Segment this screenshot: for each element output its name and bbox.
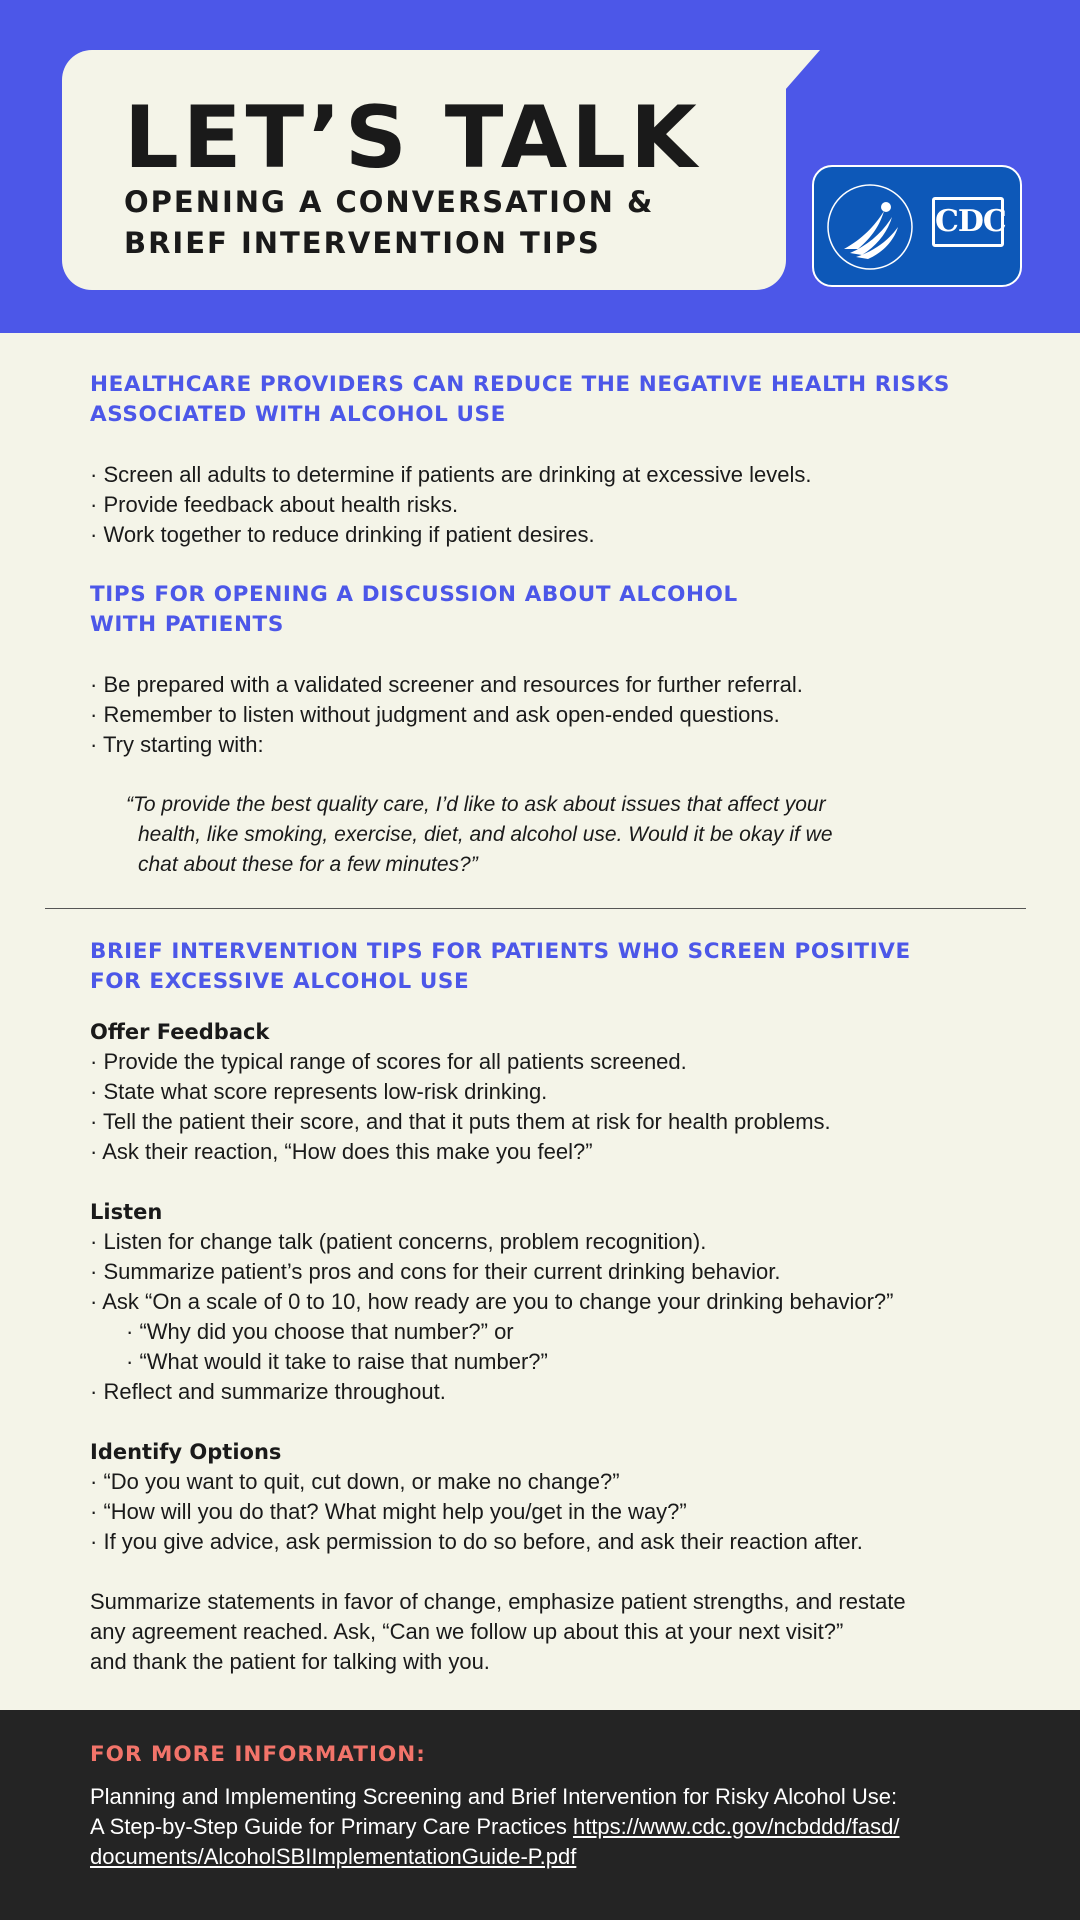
list-item: · “Why did you choose that number?” or <box>126 1317 1010 1347</box>
hhs-cdc-logo <box>812 165 1022 287</box>
subsection-title: Listen <box>90 1200 163 1224</box>
quote-line: health, like smoking, exercise, diet, and alcohol use. Would it be okay if we <box>138 823 833 846</box>
footer-line <box>90 1842 1040 1872</box>
bullet-list <box>90 1377 1010 1407</box>
list-item: · Remember to listen without judgment and ask open-ended questions. <box>90 700 1010 730</box>
footer-line: Planning and Implementing Screening and Brief Intervention for Risky Alcohol Use: <box>90 1784 898 1809</box>
cdc-logo-text: CDC <box>932 197 1004 247</box>
heading-line: TIPS FOR OPENING A DISCUSSION ABOUT ALCOHOL <box>90 582 738 607</box>
section-heading <box>90 580 1010 640</box>
footer-text-part: A Step-by-Step Guide for Primary Care Practices <box>90 1814 573 1839</box>
bullet-list <box>90 1467 1010 1557</box>
heading-line: ASSOCIATED WITH ALCOHOL USE <box>90 402 506 427</box>
footer-resource <box>90 1782 1040 1872</box>
offer-feedback-block <box>90 1017 1010 1167</box>
guide-link[interactable]: https://www.cdc.gov/ncbddd/fasd/ <box>572 1814 900 1839</box>
footer-heading: FOR MORE INFORMATION: <box>90 1742 426 1767</box>
subsection-title: Identify Options <box>90 1440 282 1464</box>
heading-line: WITH PATIENTS <box>90 612 284 637</box>
subtitle-line: OPENING A CONVERSATION & <box>124 185 655 219</box>
footer-line <box>90 1812 1040 1842</box>
main-content <box>90 370 1010 880</box>
bullet-list <box>90 670 1010 760</box>
list-item: · Ask their reaction, “How does this make you feel?” <box>90 1137 1010 1167</box>
list-item: · “Do you want to quit, cut down, or make no change?” <box>90 1467 1010 1497</box>
list-item: · Reflect and summarize throughout. <box>90 1377 1010 1407</box>
list-item: · Provide the typical range of scores for all patients screened. <box>90 1047 1010 1077</box>
list-item: · Be prepared with a validated screener and resources for further referral. <box>90 670 1010 700</box>
hhs-eagle-seal-icon <box>814 167 926 287</box>
list-item: · “What would it take to raise that number?” <box>126 1347 1010 1377</box>
identify-options-block <box>90 1437 1010 1557</box>
header-banner <box>0 0 1080 333</box>
sub-bullet-list <box>90 1317 1010 1377</box>
section-reduce-risks <box>90 370 1010 550</box>
paragraph-line: and thank the patient for talking with you. <box>90 1649 490 1674</box>
page-subtitle <box>124 182 744 264</box>
example-quote <box>90 790 1010 880</box>
paragraph-line: any agreement reached. Ask, “Can we follow up about this at your next visit?” <box>90 1619 844 1644</box>
list-item: · “How will you do that? What might help you/get in the way?” <box>90 1497 1010 1527</box>
section-heading <box>90 370 1010 430</box>
bullet-list <box>90 460 1010 550</box>
list-item: · Work together to reduce drinking if patient desires. <box>90 520 1010 550</box>
list-item: · Try starting with: <box>90 730 1010 760</box>
heading-line: HEALTHCARE PROVIDERS CAN REDUCE THE NEGATIVE HEALTH RISKS <box>90 372 950 397</box>
list-item: · Summarize patient’s pros and cons for their current drinking behavior. <box>90 1257 1010 1287</box>
heading-line: FOR EXCESSIVE ALCOHOL USE <box>90 969 470 994</box>
list-item: · Provide feedback about health risks. <box>90 490 1010 520</box>
guide-link-continued[interactable]: documents/AlcoholSBIImplementationGuide-P.pdf <box>90 1844 577 1869</box>
bullet-list <box>90 1227 1010 1317</box>
summary-paragraph <box>90 1587 1010 1677</box>
paragraph-line: Summarize statements in favor of change, emphasize patient strengths, and restate <box>90 1589 906 1614</box>
quote-line: “To provide the best quality care, I’d like to ask about issues that affect your <box>126 793 826 816</box>
list-item: · Ask “On a scale of 0 to 10, how ready are you to change your drinking behavior?” <box>90 1287 1010 1317</box>
list-item: · State what score represents low-risk drinking. <box>90 1077 1010 1107</box>
listen-block <box>90 1197 1010 1407</box>
list-item: · Screen all adults to determine if patients are drinking at excessive levels. <box>90 460 1010 490</box>
subtitle-line: BRIEF INTERVENTION TIPS <box>124 226 601 260</box>
list-item: · If you give advice, ask permission to do so before, and ask their reaction after. <box>90 1527 1010 1557</box>
section-heading <box>90 937 1010 997</box>
quote-line: chat about these for a few minutes?” <box>138 853 478 876</box>
subsection-title: Offer Feedback <box>90 1020 270 1044</box>
section-opening-discussion <box>90 580 1010 880</box>
page-title: LET’S TALK <box>124 88 701 188</box>
heading-line: BRIEF INTERVENTION TIPS FOR PATIENTS WHO SCREEN POSITIVE <box>90 939 911 964</box>
list-item: · Tell the patient their score, and that it puts them at risk for health problems. <box>90 1107 1010 1137</box>
list-item: · Listen for change talk (patient concerns, problem recognition). <box>90 1227 1010 1257</box>
section-divider <box>45 908 1026 909</box>
speech-bubble-tail <box>700 50 820 170</box>
intervention-content <box>90 937 1010 1677</box>
bullet-list <box>90 1047 1010 1167</box>
